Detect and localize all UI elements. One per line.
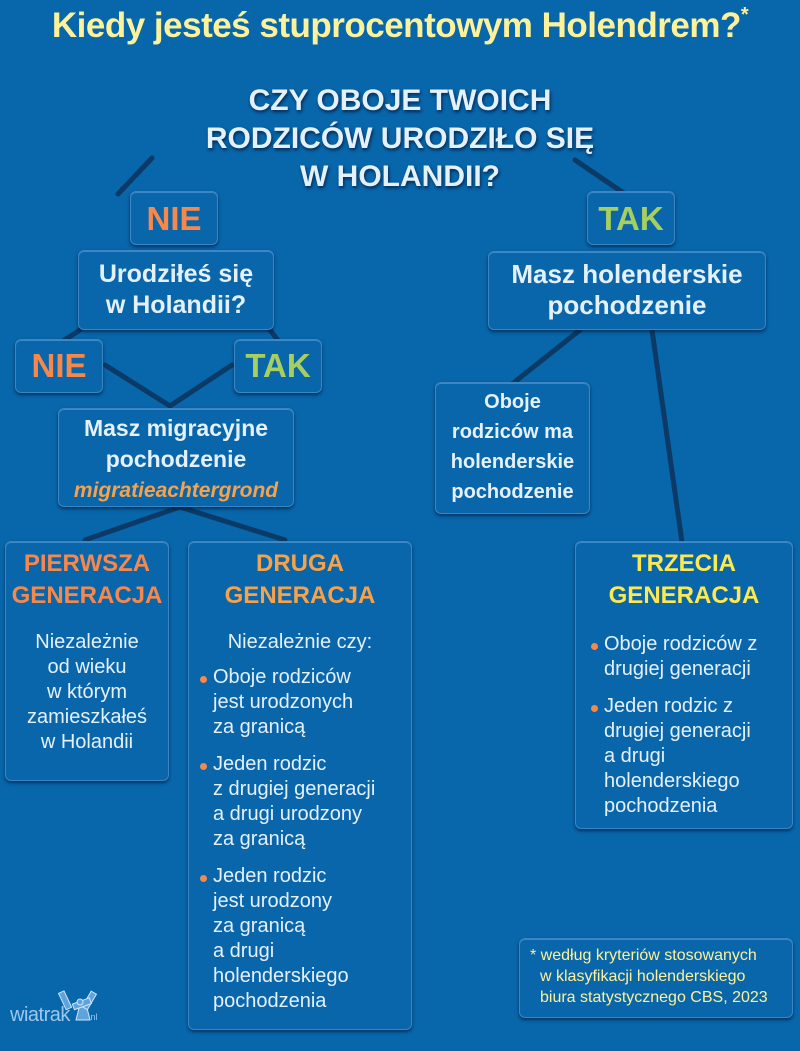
migration-background-box: [58, 408, 294, 507]
logo-tld: .nl: [88, 1012, 98, 1022]
dutch-background-line-2: pochodzenie: [547, 290, 707, 320]
footnote-line-1: * według kryteriów stosowanych: [530, 947, 757, 964]
migration-dutch-term: migratieachtergrond: [73, 479, 279, 502]
second-generation-list: [189, 665, 411, 1014]
both-parents-line-2: rodziców ma: [451, 421, 574, 443]
bullet-line: pochodzenia: [213, 990, 327, 1012]
bullet-line: jest urodzony: [213, 890, 332, 912]
migration-line-1: Masz migracyjne: [83, 415, 269, 441]
sub-answer-nie-box: [15, 339, 103, 393]
first-generation-text-line-1: Niezależnie: [35, 631, 139, 653]
bullet-line: za granicą: [213, 915, 306, 937]
bullet-line: Jeden rodzic: [213, 865, 327, 887]
bullet-line: Jeden rodzic: [213, 753, 327, 775]
question-line-2: RODZICÓW URODZIŁO SIĘ: [205, 122, 595, 155]
second-generation-intro: Niezależnie czy:: [227, 631, 373, 653]
logo-name: wiatrak: [10, 1004, 70, 1026]
first-generation-text-line-2: od wieku: [47, 656, 127, 678]
second-generation-bullet-2: [195, 752, 411, 852]
born-in-netherlands-question-box: [78, 250, 274, 330]
migration-line-2: pochodzenie: [105, 446, 247, 472]
sub-answer-tak-box: [234, 339, 322, 393]
born-question-line-1: Urodziłeś się: [98, 260, 254, 288]
dutch-background-box: [488, 251, 766, 330]
question-line-1: CZY OBOJE TWOICH: [248, 84, 552, 117]
second-generation-box: [188, 541, 412, 1030]
third-generation-title-line-1: TRZECIA: [632, 550, 736, 577]
third-generation-title: [576, 548, 792, 612]
answer-nie-box: [130, 191, 218, 245]
both-parents-line-1: Oboje: [484, 391, 541, 413]
bullet-line: Oboje rodziców z: [604, 633, 758, 655]
second-generation-bullet-1: [195, 665, 411, 740]
both-parents-line-4: pochodzenie: [451, 481, 574, 503]
first-generation-title-line-2: GENERACJA: [11, 582, 163, 609]
bullet-line: za granicą: [213, 828, 306, 850]
third-generation-title-line-2: GENERACJA: [608, 582, 760, 609]
third-generation-bullet-1: [586, 632, 792, 682]
bullet-line: pochodzenia: [604, 795, 718, 817]
bullet-line: Jeden rodzic z: [604, 695, 733, 717]
second-generation-title-line-1: DRUGA: [256, 550, 344, 577]
first-generation-box: [5, 541, 169, 781]
footnote-box: [519, 938, 793, 1018]
first-generation-text: [6, 630, 168, 755]
bullet-line: a drugi urodzony: [213, 803, 362, 825]
footnote-line-2: w klasyfikacji holenderskiego: [540, 968, 746, 985]
bullet-line: za granicą: [213, 716, 306, 738]
main-question: [150, 82, 650, 196]
second-generation-title: [189, 548, 411, 612]
answer-nie-label: NIE: [146, 200, 202, 237]
first-generation-title: [6, 548, 168, 612]
bullet-line: Oboje rodziców: [213, 666, 351, 688]
both-parents-line-3: holenderskie: [450, 451, 575, 473]
second-generation-bullet-3: [195, 864, 411, 1014]
title-asterisk: *: [740, 4, 749, 26]
bullet-line: holenderskiego: [213, 965, 349, 987]
first-generation-text-line-5: w Holandii: [40, 731, 134, 753]
first-generation-text-line-4: zamieszkałeś: [26, 706, 148, 728]
footnote-line-3: biura statystycznego CBS, 2023: [540, 989, 768, 1006]
first-generation-text-line-3: w którym: [47, 681, 127, 703]
page-title: [0, 6, 800, 46]
dutch-background-line-1: Masz holenderskie: [511, 259, 743, 289]
answer-tak-box: [587, 191, 675, 245]
answer-tak-label: TAK: [598, 200, 664, 237]
first-generation-title-line-1: PIERWSZA: [23, 550, 151, 577]
wiatrak-logo[interactable]: [10, 990, 100, 1030]
bullet-line: a drugi: [604, 745, 666, 767]
sub-answer-nie-label: NIE: [31, 347, 87, 384]
sub-answer-tak-label: TAK: [245, 347, 311, 384]
bullet-line: z drugiej generacji: [213, 778, 376, 800]
third-generation-list: [576, 632, 792, 819]
born-question-line-2: w Holandii?: [105, 291, 247, 319]
bullet-line: drugiej generacji: [604, 658, 751, 680]
both-parents-dutch-box: [435, 382, 590, 514]
question-line-3: W HOLANDII?: [300, 160, 500, 193]
title-text: Kiedy jesteś stuprocentowym Holendrem?: [51, 6, 741, 45]
bullet-line: a drugi: [213, 940, 275, 962]
bullet-line: drugiej generacji: [604, 720, 751, 742]
bullet-line: holenderskiego: [604, 770, 740, 792]
bullet-line: jest urodzonych: [213, 691, 354, 713]
third-generation-bullet-2: [586, 694, 792, 819]
third-generation-box: [575, 541, 793, 829]
second-generation-title-line-2: GENERACJA: [224, 582, 376, 609]
